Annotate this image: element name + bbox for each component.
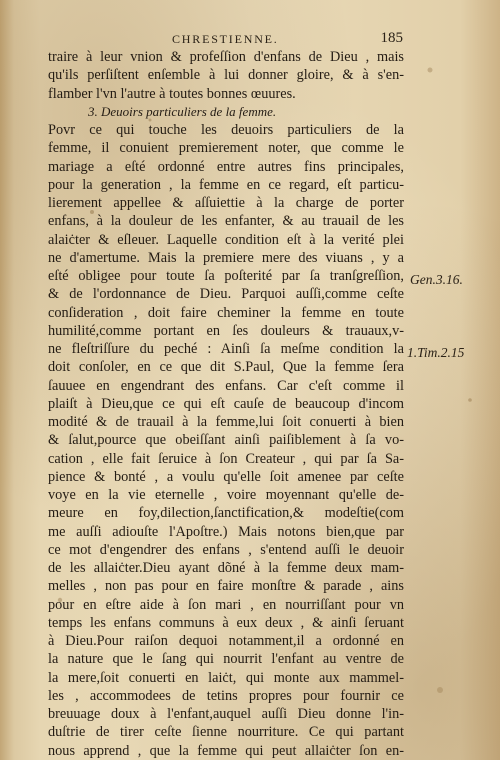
text-line: pour en eſtre aide à ſon mari , en nourriſſant pour vn — [48, 596, 404, 613]
text-line: les , accommodees de tetins propres pour fournir ce — [48, 687, 404, 704]
text-line: & de l'ordonnance de Dieu. Parquoi auſſi,comme ceſte — [48, 286, 404, 303]
text-line: conſideration , doit faire cheminer la femme en toute — [48, 304, 404, 321]
text-line: femme, il conuient premierement noter, que comme le — [48, 140, 404, 157]
margin-note-timothy: 1.Tim.2.15 — [407, 345, 465, 360]
text-line: eſté obligee pour toute ſa poſterité par ſa tranſgreſſion, — [48, 268, 404, 284]
text-line: voye en la vie eternelle , voire moyennant qu'elle de- — [48, 487, 404, 503]
text-line: cation , elle fait ſeruice à ſon Createur , qui par ſa Sa- — [48, 450, 404, 467]
text-line: Povr ce qui touche les deuoirs particuliers de la — [48, 122, 404, 138]
section-heading: 3. Deuoirs particuliers de la femme. — [88, 103, 277, 119]
text-line: pience & bonté , a voulu qu'elle ſoit amenee par ceſte — [48, 468, 404, 485]
text-line: me auſſi adiouſte l'Apoſtre.) Mais notons bien,que par — [48, 523, 404, 540]
text-line: de les allaiċter.Dieu ayant dõné à la femme deux mam- — [48, 560, 404, 576]
text-line: melles , non pas pour en faire monſtre & parade , ains — [48, 578, 404, 595]
text-line: meure en foy,dilection,ſanctification,& modeſtie(com — [48, 505, 404, 522]
page-number: 185 — [380, 30, 403, 46]
text-line: ſauuee en engendrant des enfans. Car c'eſt comme il — [48, 377, 404, 394]
margin-note-genesis: Gen.3.16. — [410, 272, 463, 287]
text-line: traire à leur vnion & profeſſion d'enfans de Dieu , mais — [48, 49, 404, 65]
running-title: CHRESTIENNE. — [172, 32, 279, 46]
text-line: breuuage doux à l'enfant,auquel auſſi Dieu donne l'in- — [48, 706, 404, 722]
text-line: humilité,comme portant en ſes douleurs & trauaux,v- — [48, 322, 404, 339]
text-line: à Dieu.Pour raiſon dequoi notamment,il a ordonné en — [48, 633, 404, 649]
text-line: nous apprend , que la femme qui peut allaiċter ſon en- — [48, 742, 404, 759]
text-line: pour la generation , la femme en ce regard, eſt particu- — [48, 176, 404, 193]
text-line: temps les enfans communs à eux deux , & ainſi ſeruant — [48, 614, 404, 631]
text-line: la nature que le ſang qui nourrit l'enfant au ventre de — [48, 651, 404, 668]
text-line: duſtrie de tirer ceſte ſienne nourriture. Ce qui partant — [48, 724, 404, 741]
text-line: flamber l'vn l'autre à toutes bonnes œuures. — [48, 85, 296, 102]
text-line: mariage a eſté ordonné entre autres fins principales, — [48, 158, 404, 175]
text-line: plaiſt à Dieu,que ce qui eſt cauſe de beaucoup d'incom — [48, 395, 404, 412]
text-line: alaiċter & eſleuer. Laquelle condition eſt à la verité plei — [48, 231, 404, 248]
text-line: la mere,ſoit conuerti en laiċt, qui monte aux mammel- — [48, 669, 404, 686]
text-line: & ſalut,pource que obeiſſant ainſi paiſiblement à ſa vo- — [48, 432, 404, 449]
text-line: doit conſoler, en ce que dit S.Paul, Que la femme ſera — [48, 359, 404, 376]
text-line: ce mot d'engendrer des enfans , s'entend auſſi le deuoir — [48, 541, 404, 558]
body-text — [48, 48, 404, 760]
text-line: enfans, à la douleur de les enfanter, & au trauail de les — [48, 213, 404, 230]
text-line: lierement appellee & aſſuiettie à la charge de porter — [48, 195, 404, 211]
text-line: ne d'amertume. Mais la premiere mere des viuans , y a — [48, 249, 404, 266]
text-line: qu'ils perſiſtent enſemble à lui donner gloire, & à s'en- — [48, 67, 404, 84]
text-line: modité & de trauail à la femme,lui ſoit conuerti à bien — [48, 414, 404, 430]
text-line: ne fleſtriſſure du peché : Ainſi ſa meſme condition la — [48, 341, 404, 357]
